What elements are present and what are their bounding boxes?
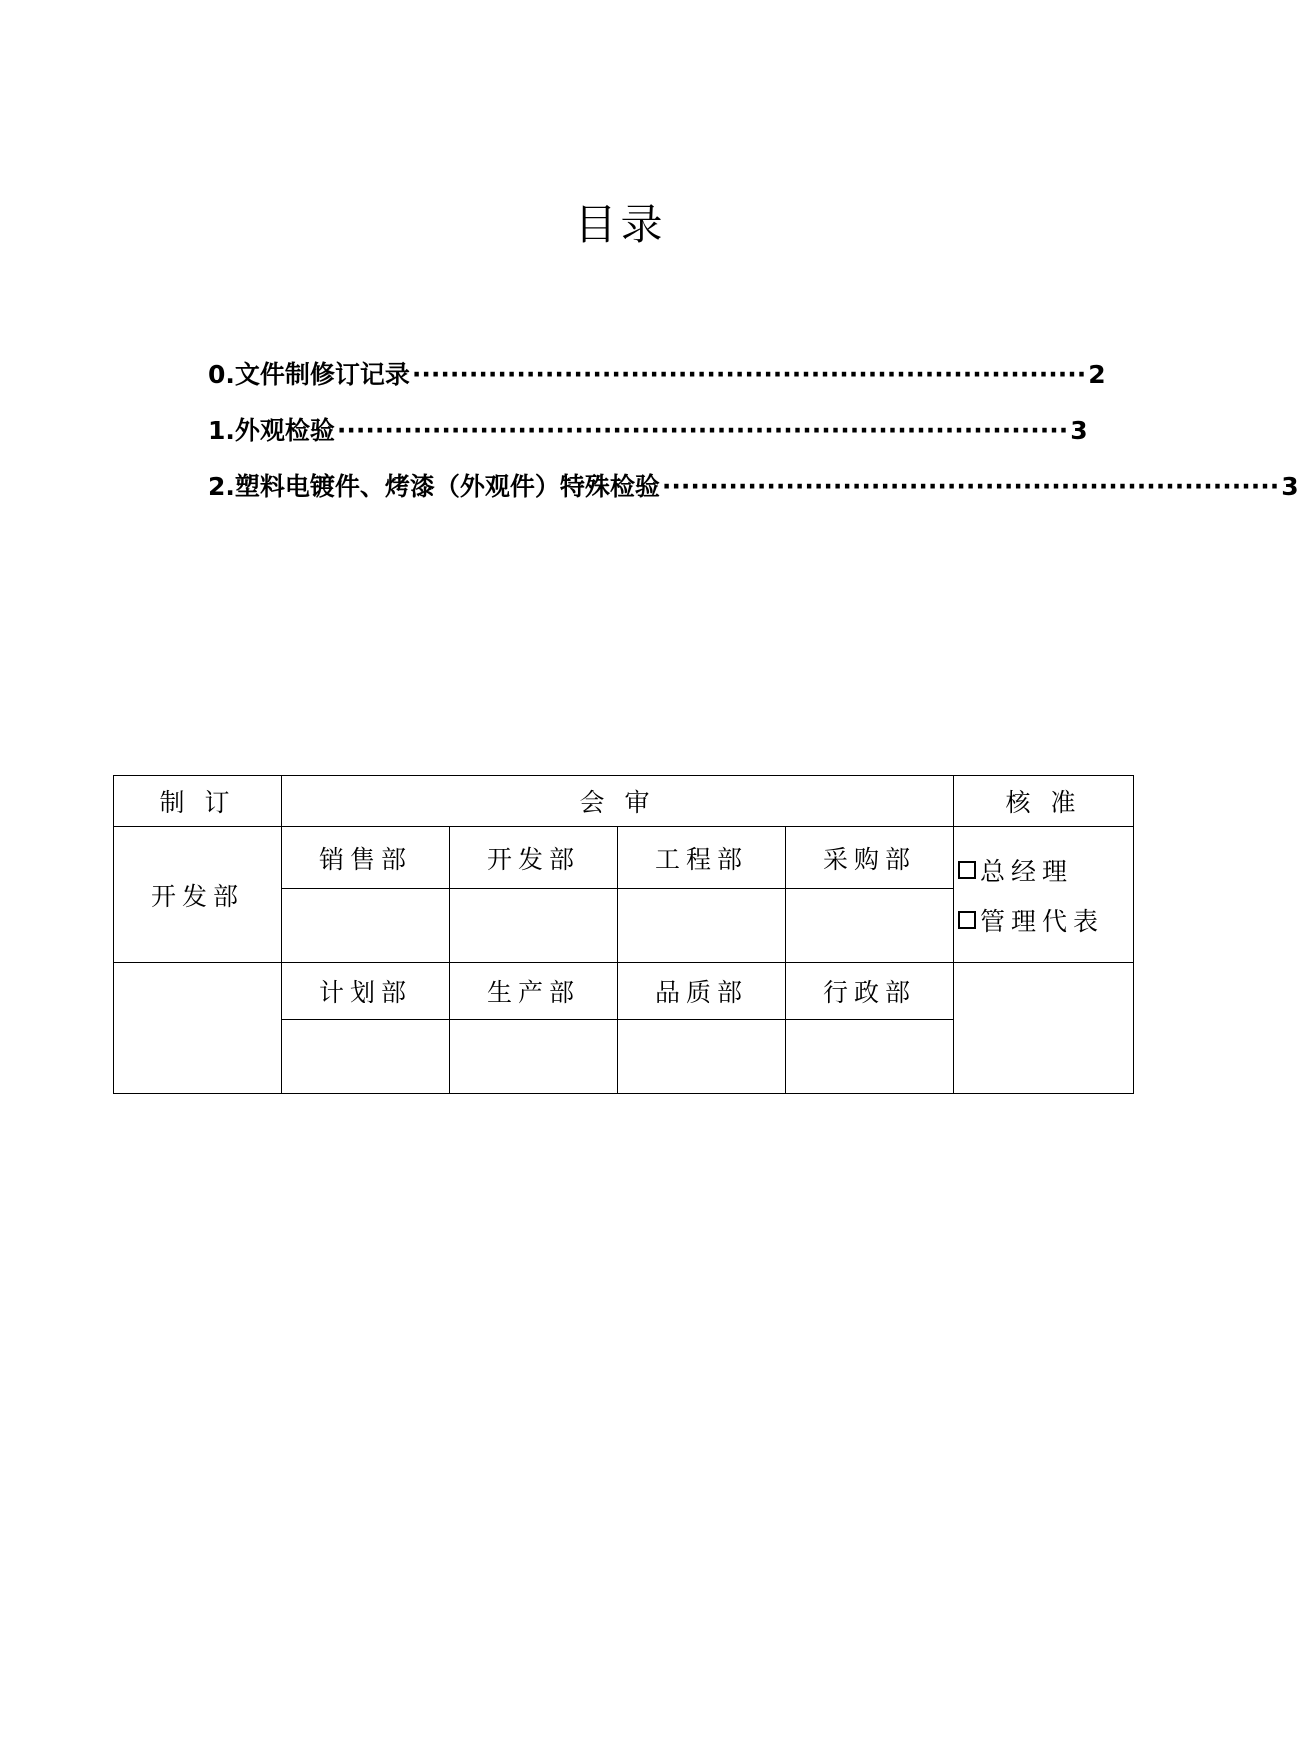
signature-cell[interactable]	[618, 1020, 786, 1094]
signature-cell[interactable]	[450, 1020, 618, 1094]
signature-cell[interactable]	[618, 889, 786, 963]
toc-page-number: 3	[1281, 472, 1299, 501]
toc-number: 1.	[208, 416, 235, 445]
empty-cell	[954, 963, 1134, 1094]
dept-label: 生产部	[450, 963, 618, 1020]
empty-cell	[114, 963, 282, 1094]
checkbox-icon[interactable]	[958, 911, 976, 929]
toc-leader-dots: ·······································································	[411, 360, 1087, 389]
toc-entry-1[interactable]	[208, 411, 1088, 467]
table-of-contents	[208, 355, 1299, 523]
dept-label: 行政部	[786, 963, 954, 1020]
toc-title: 塑料电镀件、烤漆（外观件）特殊检验	[234, 472, 660, 501]
signature-cell[interactable]	[282, 1020, 450, 1094]
toc-leader-dots: ·································································	[661, 472, 1280, 501]
approver-options	[954, 827, 1134, 963]
toc-page-number: 2	[1088, 360, 1106, 389]
toc-number: 2.	[208, 472, 235, 501]
signature-cell[interactable]	[282, 889, 450, 963]
approver-label: 管理代表	[980, 906, 1105, 936]
dept-label: 计划部	[282, 963, 450, 1020]
dept-label: 工程部	[618, 827, 786, 889]
toc-number: 0.	[208, 360, 235, 389]
dept-label: 销售部	[282, 827, 450, 889]
draft-department: 开发部	[114, 827, 282, 963]
signature-cell[interactable]	[786, 889, 954, 963]
approver-option[interactable]	[958, 845, 1133, 895]
approver-label: 总经理	[980, 856, 1074, 886]
checkbox-icon[interactable]	[958, 861, 976, 879]
dept-label: 品质部	[618, 963, 786, 1020]
toc-leader-dots: ·············································································	[336, 416, 1069, 445]
toc-entry-0[interactable]	[208, 355, 1106, 411]
dept-label: 采购部	[786, 827, 954, 889]
header-review: 会 审	[282, 776, 954, 827]
signature-cell[interactable]	[786, 1020, 954, 1094]
toc-page-number: 3	[1070, 416, 1088, 445]
approver-option[interactable]	[958, 895, 1133, 945]
toc-title: 文件制修订记录	[234, 360, 410, 389]
dept-label: 开发部	[450, 827, 618, 889]
page-title: 目录	[574, 200, 667, 249]
toc-title: 外观检验	[234, 416, 335, 445]
header-approve: 核 准	[954, 776, 1134, 827]
toc-entry-2[interactable]	[208, 467, 1299, 523]
approval-table	[113, 775, 1134, 1094]
header-draft: 制 订	[114, 776, 282, 827]
signature-cell[interactable]	[450, 889, 618, 963]
